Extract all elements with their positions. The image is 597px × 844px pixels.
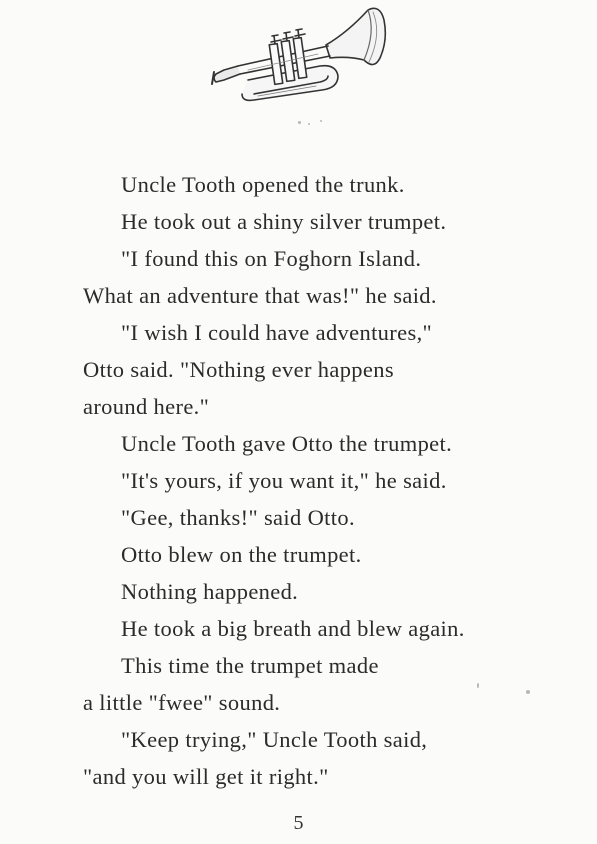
speck	[298, 121, 301, 124]
story-line: What an adventure that was!" he said.	[83, 283, 437, 308]
story-line: Uncle Tooth gave Otto the trumpet.	[121, 431, 453, 456]
speck	[308, 123, 310, 125]
story-line: Uncle Tooth opened the trunk.	[121, 172, 405, 197]
story-line: Otto said. "Nothing ever happens	[83, 357, 394, 382]
story-line: "Gee, thanks!" said Otto.	[121, 505, 355, 530]
story-line: around here."	[83, 394, 210, 419]
story-line: He took a big breath and blew again.	[121, 616, 465, 641]
story-line: This time the trumpet made	[121, 653, 379, 678]
story-line: He took out a shiny silver trumpet.	[121, 209, 447, 234]
trumpet-icon	[208, 0, 388, 110]
story-line: "I found this on Foghorn Island.	[121, 246, 422, 271]
story-line: Otto blew on the trumpet.	[121, 542, 362, 567]
page-number: 5	[293, 812, 304, 834]
story-line: Nothing happened.	[121, 579, 299, 604]
story-line: "I wish I could have adventures,"	[121, 320, 433, 345]
story-line: "Keep trying," Uncle Tooth said,	[121, 727, 428, 752]
story-line: "and you will get it right."	[83, 764, 329, 789]
story-line: a little "fwee" sound.	[83, 690, 281, 715]
speck	[526, 690, 530, 694]
speck	[320, 120, 322, 122]
speck	[477, 683, 479, 688]
story-line: "It's yours, if you want it," he said.	[121, 468, 447, 493]
